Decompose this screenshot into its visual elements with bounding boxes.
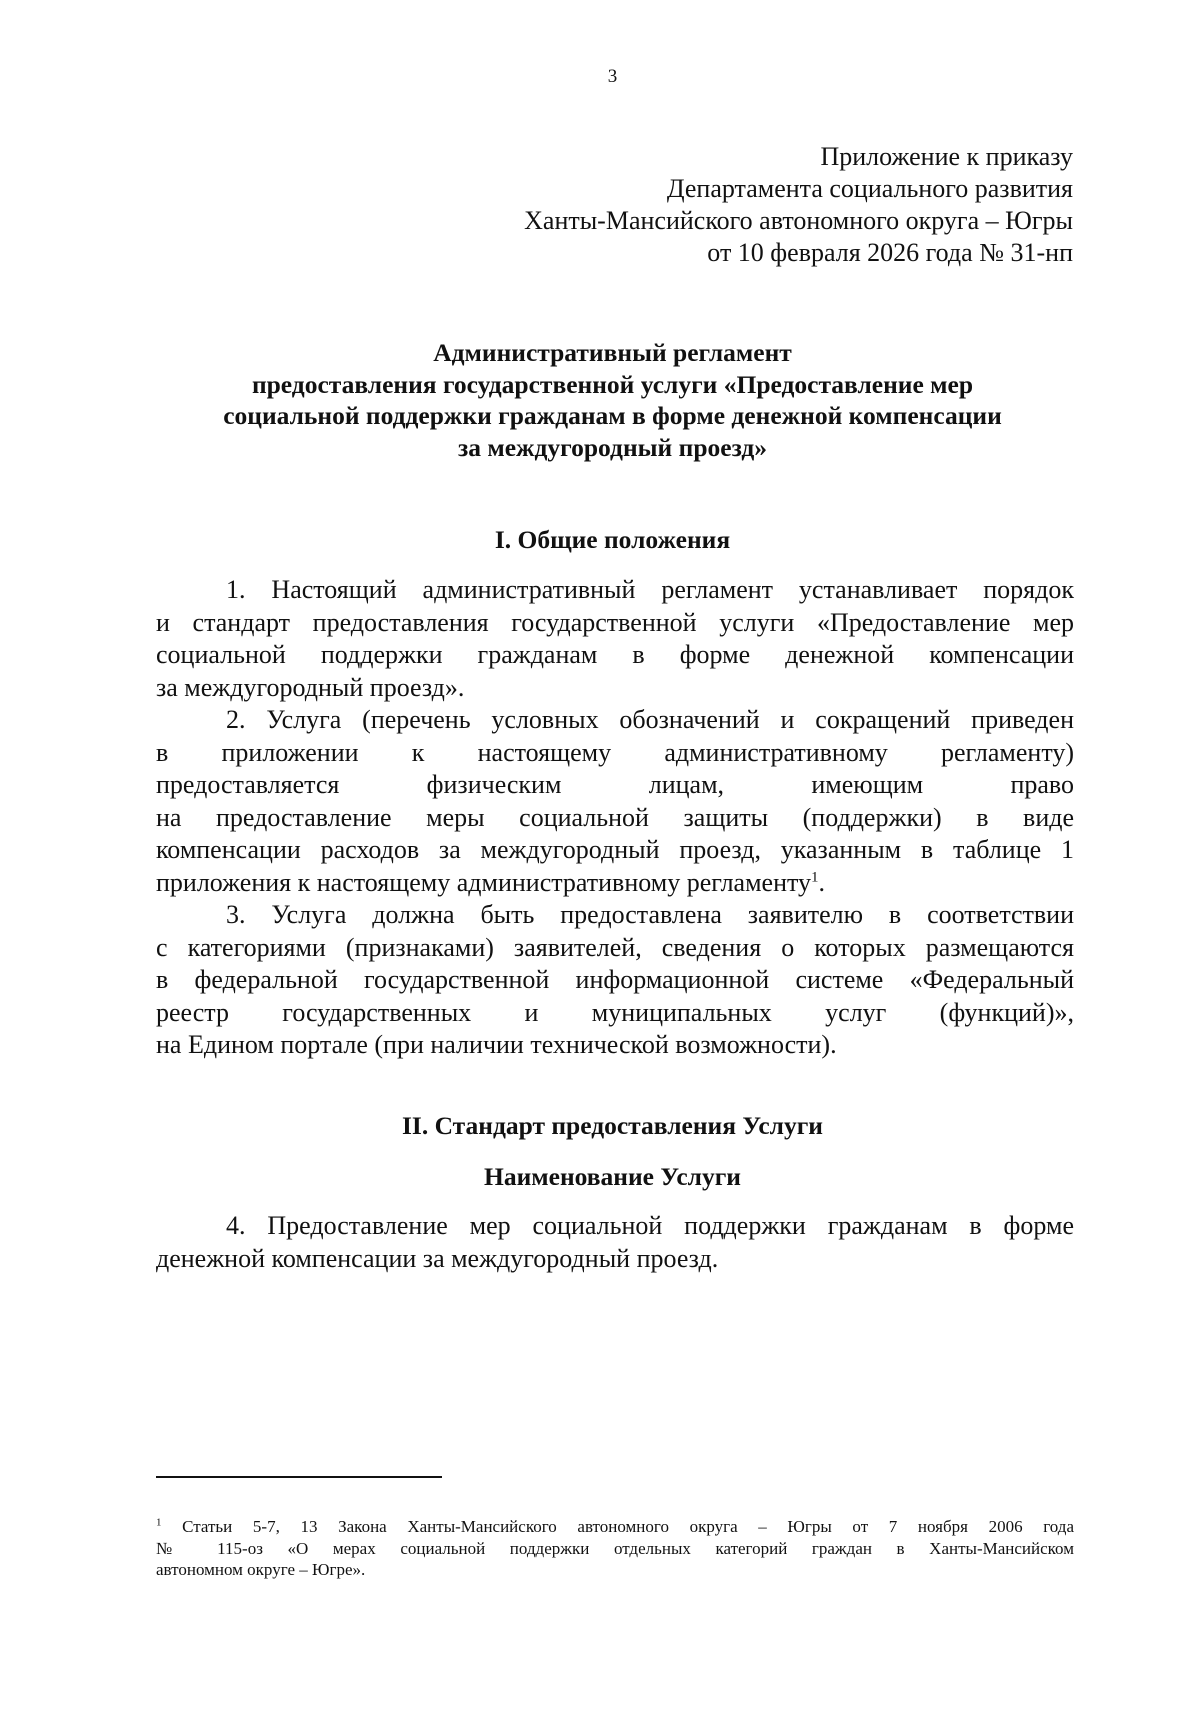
text-line: 3. Услуга должна быть предоставлена заявителю в соответствии <box>226 900 1074 929</box>
approval-block <box>524 141 1073 269</box>
approval-line: Приложение к приказу <box>820 142 1073 171</box>
text-line: социальной поддержки гражданам в форме денежной компенсации <box>156 640 1074 669</box>
text-line-content: приложения к настоящему административному регламенту <box>156 867 812 897</box>
footnote <box>156 1516 1074 1581</box>
text-line: на Едином портале (при наличии технической возможности). <box>156 1030 837 1059</box>
text-line: в приложении к настоящему административному регламенту) <box>156 737 1074 767</box>
text-line <box>156 867 1074 900</box>
footnote-reference[interactable]: 1 <box>811 868 819 885</box>
approval-line: от 10 февраля 2026 года № 31-нп <box>707 238 1073 267</box>
approval-line: Ханты-Мансийского автономного округа – Югры <box>524 206 1073 235</box>
text-line: с категориями (признаками) заявителей, сведения о которых размещаются <box>156 932 1074 962</box>
footnote-marker: 1 <box>156 1516 162 1529</box>
document-title <box>150 337 1075 463</box>
footnote-line <box>156 1516 1074 1538</box>
paragraph-4 <box>156 1210 1074 1275</box>
page-number: 3 <box>607 66 618 87</box>
footnote-line: № 115-оз «О мерах социальной поддержки отдельных категорий граждан в Ханты-Мансийском <box>156 1538 1074 1558</box>
title-line: социальной поддержки гражданам в форме денежной компенсации <box>223 401 1002 430</box>
section-2-heading: II. Стандарт предоставления Услуги <box>402 1111 823 1140</box>
paragraph-2 <box>156 704 1074 899</box>
text-line: реестр государственных и муниципальных услуг (функций)», <box>156 997 1074 1027</box>
footnote-text: Статьи 5-7, 13 Закона Ханты-Мансийского автономного округа – Югры от 7 ноября 2006 года <box>182 1517 1075 1536</box>
paragraph-1 <box>156 574 1074 704</box>
text-line: в федеральной государственной информационной системе «Федеральный <box>156 965 1074 994</box>
footnote-divider <box>156 1476 442 1478</box>
text-line: предоставляется физическим лицам, имеющим право <box>156 770 1074 799</box>
text-line: 2. Услуга (перечень условных обозначений и сокращений приведен <box>226 705 1074 734</box>
title-line: за междугородный проезд» <box>457 432 768 462</box>
text-line: компенсации расходов за междугородный проезд, указанным в таблице 1 <box>156 835 1074 864</box>
text-line: на предоставление меры социальной защиты (поддержки) в виде <box>156 802 1074 832</box>
text-line: денежной компенсации за междугородный проезд. <box>156 1243 719 1273</box>
paragraph-3 <box>156 899 1074 1062</box>
approval-line: Департамента социального развития <box>666 174 1073 203</box>
footnote-line: автономном округе – Югре». <box>156 1560 366 1579</box>
text-line: 4. Предоставление мер социальной поддержки гражданам в форме <box>226 1211 1074 1240</box>
section-1-heading: I. Общие положения <box>494 525 731 554</box>
text-line: за междугородный проезд». <box>156 672 465 702</box>
sentence-end: . <box>818 867 826 897</box>
text-line: и стандарт предоставления государственной услуги «Предоставление мер <box>156 607 1074 637</box>
section-2-subheading: Наименование Услуги <box>484 1162 741 1191</box>
text-line: 1. Настоящий административный регламент устанавливает порядок <box>226 575 1074 604</box>
title-line: Административный регламент <box>433 338 792 367</box>
title-line: предоставления государственной услуги «Предоставление мер <box>251 369 974 399</box>
